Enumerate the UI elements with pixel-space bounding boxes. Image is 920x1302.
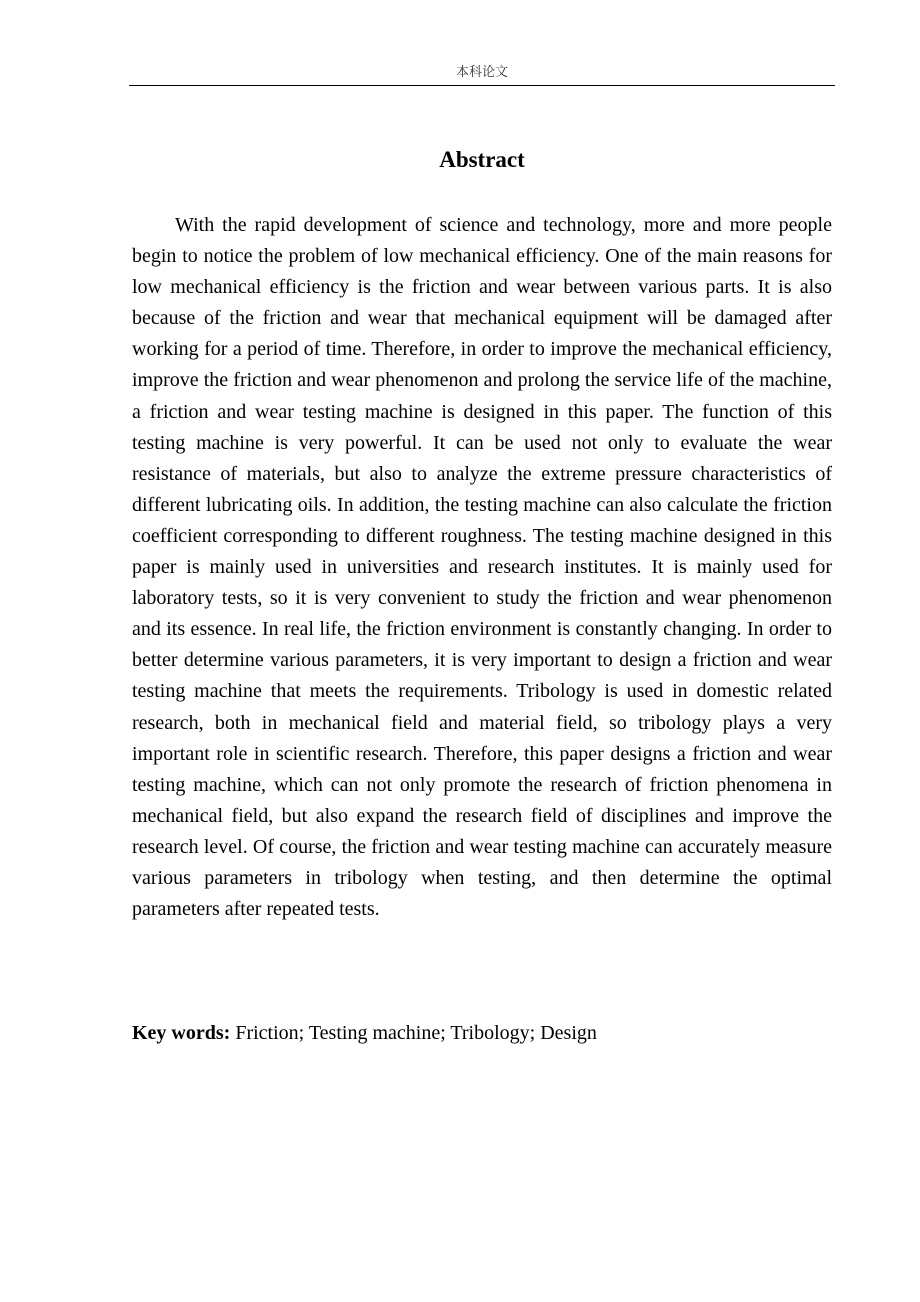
keywords-line (132, 1018, 832, 1049)
abstract-title: Abstract (439, 147, 525, 172)
keywords-label: Key words: (132, 1022, 231, 1044)
header-divider (129, 85, 835, 86)
keywords-text: Friction; Testing machine; Tribology; Design (230, 1022, 597, 1044)
running-header: 本科论文 (455, 65, 508, 80)
abstract-body: With the rapid development of science and technology, more and more people begin to notice the problem of low mechanical efficiency. One of the main reasons for low mechanical efficiency is the friction and wear between various parts. It is also because of the friction and wear that mechanical equipment will be damaged after working for a period of time. Therefore, in order to improve the mechanical efficiency, improve the friction and wear phenomenon and prolong the service life of the machine, a friction and wear testing machine is designed in this paper. The function of this testing machine is very powerful. It can be used not only to evaluate the wear resistance of materials, but also to analyze the extreme pressure characteristics of different lubricating oils. In addition, the testing machine can also calculate the friction coefficient corresponding to different roughness. The testing machine designed in this paper is mainly used in universities and research institutes. It is mainly used for laboratory tests, so it is very convenient to study the friction and wear phenomenon and its essence. In real life, the friction environment is constantly changing. In order to better determine various parameters, it is very important to design a friction and wear testing machine that meets the requirements. Tribology is used in domestic related research, both in mechanical field and material field, so tribology plays a very important role in scientific research. Therefore, this paper designs a friction and wear testing machine, which can not only promote the research of friction phenomena in mechanical field, but also expand the research field of disciplines and improve the research level. Of course, the friction and wear testing machine can accurately measure various parameters in tribology when testing, and then determine the optimal parameters after repeated tests. (132, 214, 832, 921)
